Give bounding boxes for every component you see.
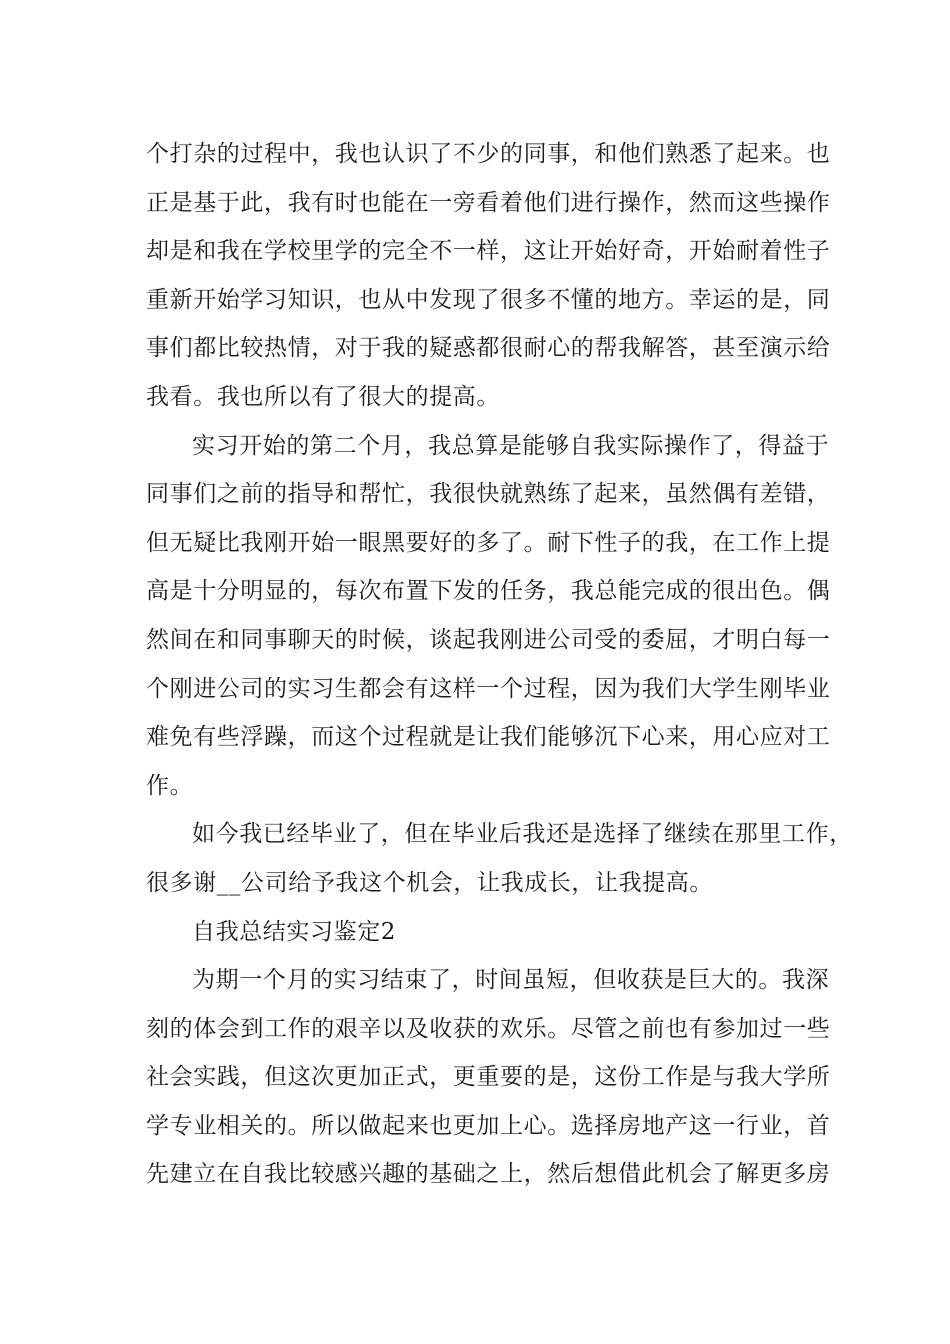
text-line: 作。	[146, 772, 194, 799]
paragraph-start-line: 实习开始的第二个月，我总算是能够自我实际操作了，得益于	[192, 432, 830, 459]
text-line: 却是和我在学校里学的完全不一样，这让开始好奇，开始耐着性子	[146, 238, 831, 265]
text-line: 高是十分明显的，每次布置下发的任务，我总能完成的很出色。偶	[146, 578, 831, 605]
text-line: 个打杂的过程中，我也认识了不少的同事，和他们熟悉了起来。也	[146, 141, 831, 167]
text-line: 个刚进公司的实习生都会有这样一个过程，因为我们大学生刚毕业	[146, 675, 831, 702]
text-line: 难免有些浮躁，而这个过程就是让我们能够沉下心来，用心应对工	[146, 724, 831, 751]
text-line: 学专业相关的。所以做起来也更加上心。选择房地产这一行业，首	[146, 1112, 831, 1139]
text-line: 先建立在自我比较感兴趣的基础之上，然后想借此机会了解更多房	[146, 1161, 831, 1188]
text-line: 同事们之前的指导和帮忙，我很快就熟练了起来，虽然偶有差错，	[146, 481, 831, 508]
text-line: 但无疑比我刚开始一眼黑要好的多了。耐下性子的我，在工作上提	[146, 529, 831, 556]
text-line: 重新开始学习知识，也从中发现了很多不懂的地方。幸运的是，同	[146, 286, 831, 313]
text-line: 事们都比较热情，对于我的疑惑都很耐心的帮我解答，甚至演示给	[146, 335, 831, 362]
text-line: 很多谢__公司给予我这个机会，让我成长，让我提高。	[146, 869, 713, 896]
section-heading: 自我总结实习鉴定2	[192, 918, 397, 945]
text-line: 刻的体会到工作的艰辛以及收获的欢乐。尽管之前也有参加过一些	[146, 1015, 831, 1042]
text-line: 然间在和同事聊天的时候，谈起我刚进公司受的委屈，才明白每一	[146, 626, 831, 653]
text-line: 社会实践，但这次更加正式，更重要的是，这份工作是与我大学所	[146, 1064, 831, 1091]
paragraph-start-line: 为期一个月的实习结束了，时间虽短，但收获是巨大的。我深	[192, 967, 830, 994]
paragraph-start-line: 如今我已经毕业了，但在毕业后我还是选择了继续在那里工作，	[192, 821, 853, 848]
document-body	[146, 130, 853, 1199]
text-line: 我看。我也所以有了很大的提高。	[146, 383, 500, 410]
text-line: 正是基于此，我有时也能在一旁看着他们进行操作，然而这些操作	[146, 189, 831, 216]
